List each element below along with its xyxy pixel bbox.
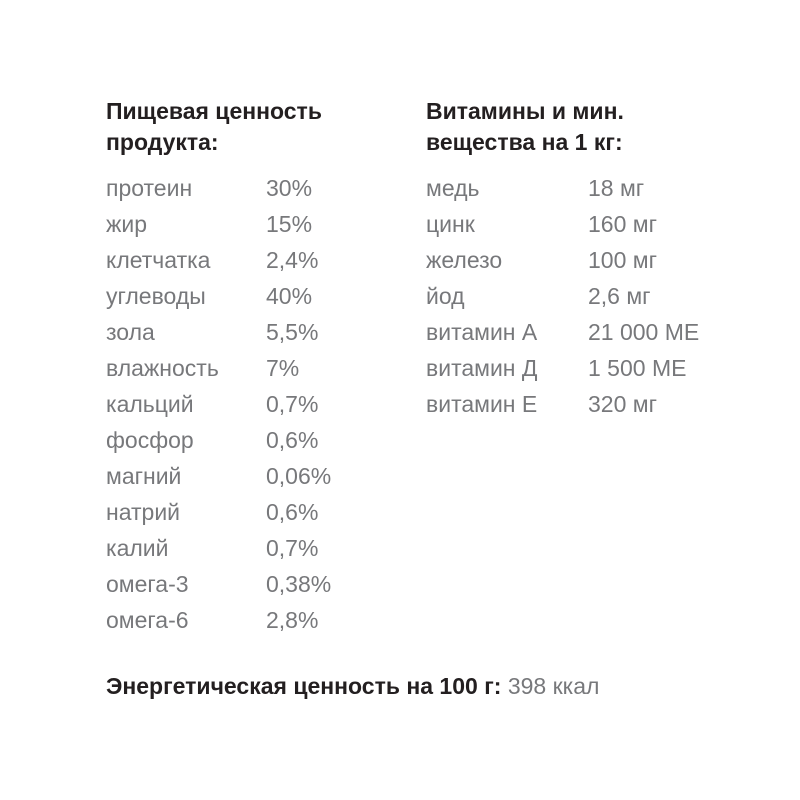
nutrition-item-name: омега-6 <box>106 607 189 633</box>
nutrition-heading <box>106 96 406 158</box>
vitamin-item-row <box>426 314 756 350</box>
vitamin-item-row <box>426 386 756 422</box>
vitamin-item-row <box>426 206 756 242</box>
nutrition-item-name: магний <box>106 463 182 489</box>
vitamin-item-row <box>426 350 756 386</box>
nutrition-item-value: 7% <box>266 355 300 381</box>
nutrition-item-name: омега-3 <box>106 571 189 597</box>
nutrition-item-name: углеводы <box>106 283 206 309</box>
nutrition-item-row <box>106 530 406 566</box>
nutrition-item-name: жир <box>106 211 148 237</box>
nutrition-item-value: 0,6% <box>266 499 319 525</box>
nutrition-heading-line1: Пищевая ценность <box>106 98 322 124</box>
vitamin-item-name: витамин Д <box>426 355 538 381</box>
nutrition-item-value: 2,4% <box>266 247 319 273</box>
nutrition-heading-line2: продукта: <box>106 129 219 155</box>
nutrition-item-value: 0,6% <box>266 427 319 453</box>
nutrition-item-name: зола <box>106 319 155 345</box>
nutrition-item-name: влажность <box>106 355 219 381</box>
nutrition-item-row <box>106 386 406 422</box>
nutrition-item-row <box>106 350 406 386</box>
vitamin-item-value: 18 мг <box>588 175 645 201</box>
nutrition-item-row <box>106 422 406 458</box>
vitamin-item-name: цинк <box>426 211 475 237</box>
vitamin-item-value: 21 000 МЕ <box>588 319 700 345</box>
nutrition-item-row <box>106 602 406 638</box>
nutrition-item-value: 0,7% <box>266 391 319 417</box>
energy-value-line <box>106 668 599 704</box>
nutrition-section <box>106 96 406 638</box>
nutrition-item-name: протеин <box>106 175 193 201</box>
nutrition-item-value: 0,06% <box>266 463 332 489</box>
nutrition-item-value: 15% <box>266 211 313 237</box>
vitamin-item-name: йод <box>426 283 465 309</box>
vitamin-item-name: медь <box>426 175 480 201</box>
nutrition-item-value: 5,5% <box>266 319 319 345</box>
nutrition-item-row <box>106 242 406 278</box>
vitamins-heading <box>426 96 756 158</box>
nutrition-item-value: 2,8% <box>266 607 319 633</box>
nutrition-item-value: 0,7% <box>266 535 319 561</box>
nutrition-item-value: 40% <box>266 283 313 309</box>
vitamins-heading-line2: вещества на 1 кг: <box>426 129 623 155</box>
vitamin-item-row <box>426 278 756 314</box>
nutrition-item-name: клетчатка <box>106 247 211 273</box>
nutrition-item-row <box>106 170 406 206</box>
nutrition-item-value: 30% <box>266 175 313 201</box>
vitamin-item-name: витамин Е <box>426 391 538 417</box>
vitamin-item-row <box>426 242 756 278</box>
nutrition-item-row <box>106 494 406 530</box>
vitamin-item-value: 2,6 мг <box>588 283 651 309</box>
nutrition-item-row <box>106 314 406 350</box>
energy-label: Энергетическая ценность на 100 г: <box>106 673 502 699</box>
vitamins-section <box>426 96 756 422</box>
vitamin-item-row <box>426 170 756 206</box>
vitamin-item-name: витамин А <box>426 319 538 345</box>
nutrition-list <box>106 170 406 638</box>
nutrition-item-name: кальций <box>106 391 194 417</box>
vitamin-item-value: 100 мг <box>588 247 657 273</box>
nutrition-item-name: калий <box>106 535 169 561</box>
nutrition-item-row <box>106 278 406 314</box>
vitamin-item-value: 320 мг <box>588 391 657 417</box>
vitamins-list <box>426 170 756 422</box>
energy-value: 398 ккал <box>507 673 600 699</box>
nutrition-item-row <box>106 566 406 602</box>
vitamins-heading-line1: Витамины и мин. <box>426 98 624 124</box>
vitamin-item-value: 160 мг <box>588 211 657 237</box>
nutrition-item-name: натрий <box>106 499 181 525</box>
nutrition-item-value: 0,38% <box>266 571 332 597</box>
vitamin-item-value: 1 500 МЕ <box>588 355 687 381</box>
vitamin-item-name: железо <box>426 247 503 273</box>
nutrition-item-row <box>106 206 406 242</box>
nutrition-item-row <box>106 458 406 494</box>
nutrition-item-name: фосфор <box>106 427 194 453</box>
